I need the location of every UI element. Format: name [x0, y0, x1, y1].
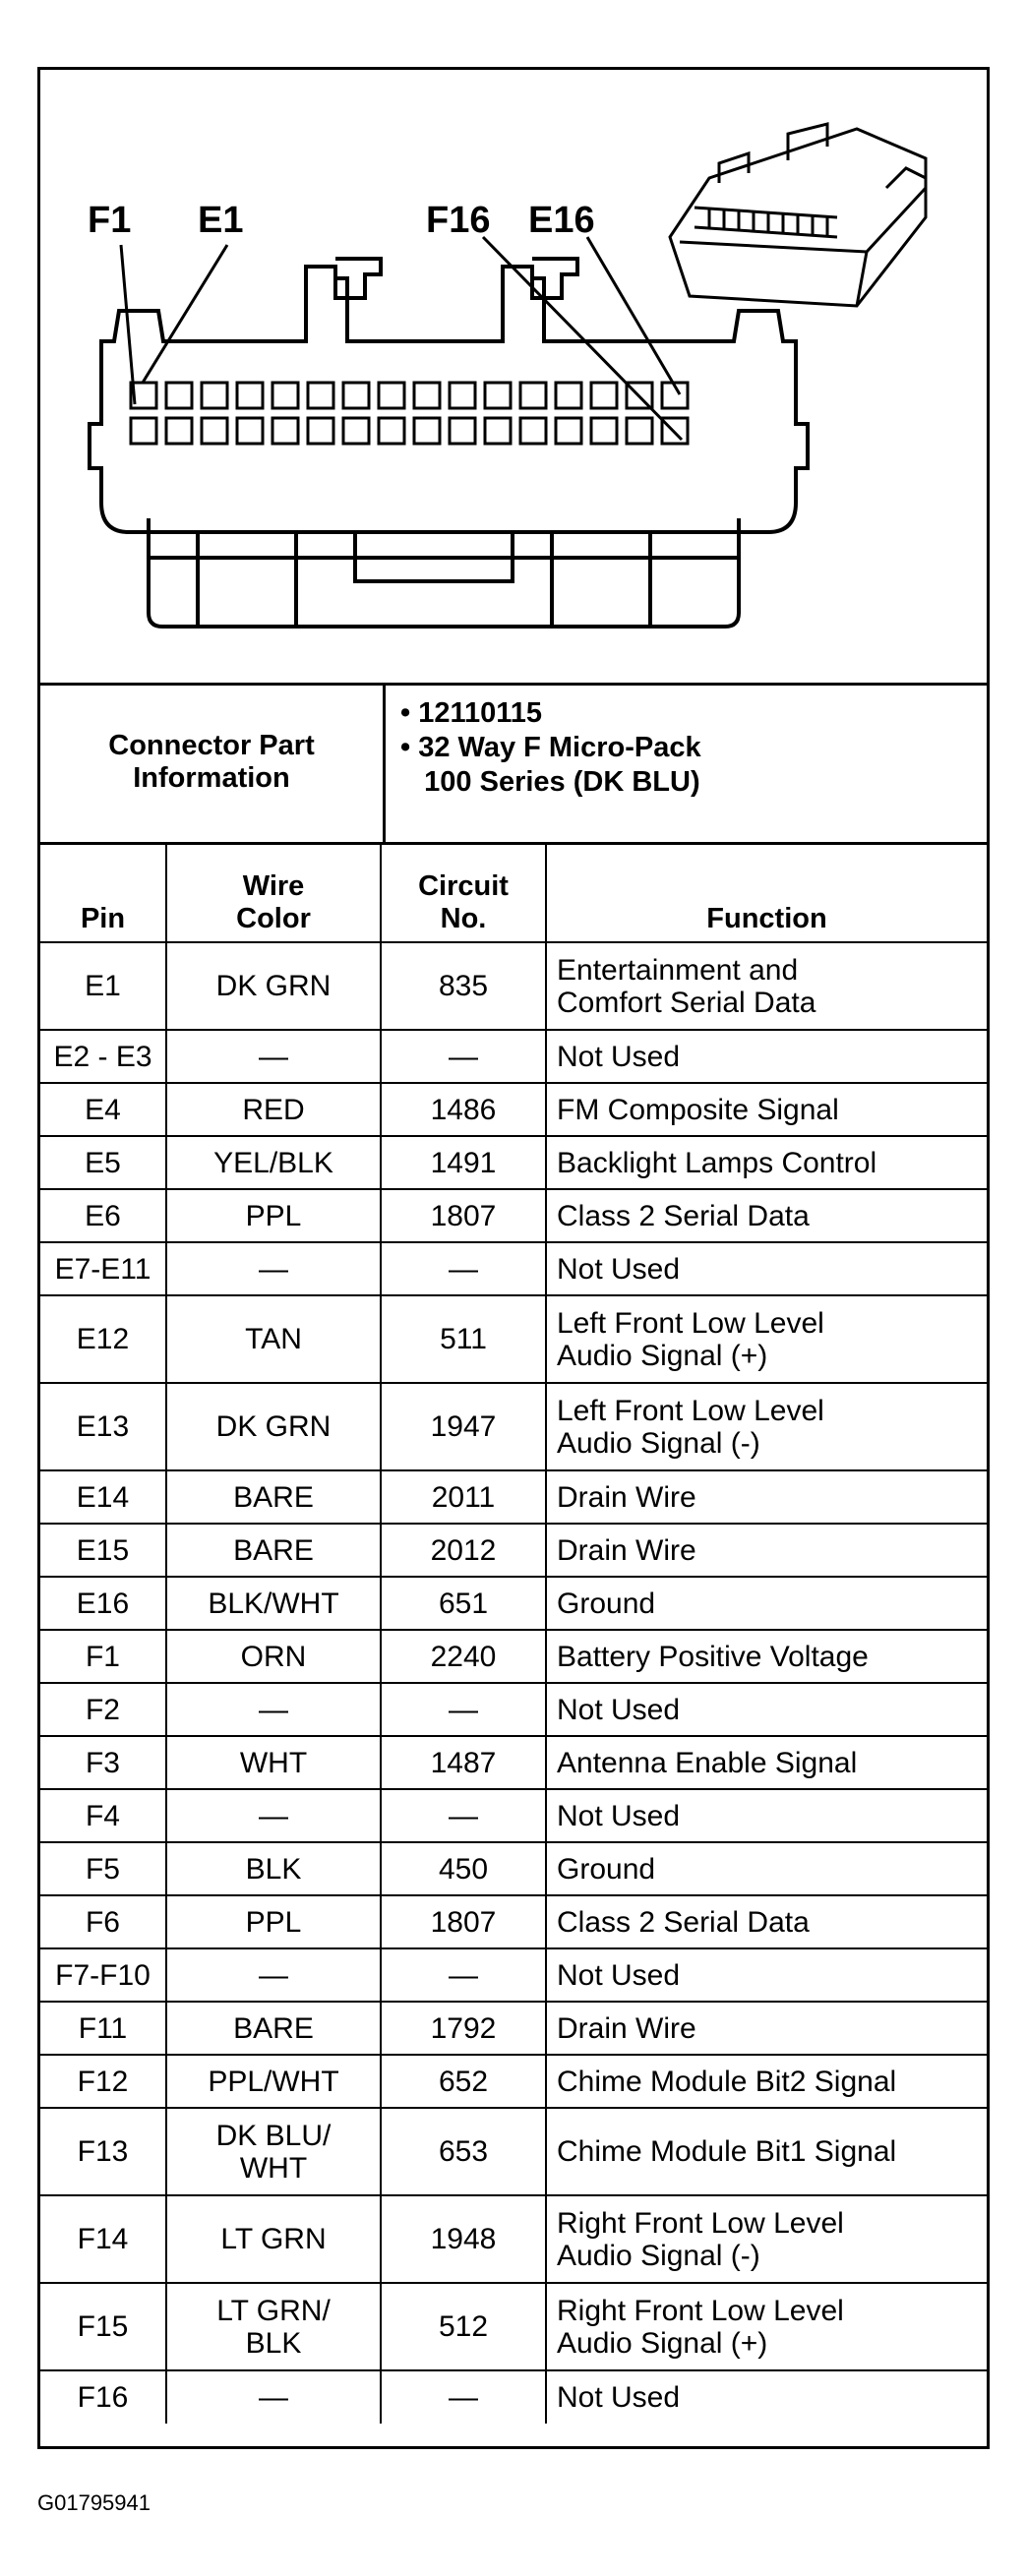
table-row — [40, 2370, 987, 2424]
cell-wire-color: — — [166, 1789, 381, 1842]
connector-drawing — [40, 70, 987, 683]
connector-series: 100 Series (DK BLU) — [400, 766, 700, 798]
cell-pin: F11 — [40, 2002, 166, 2055]
table-row — [40, 1083, 987, 1136]
cell-pin: E2 - E3 — [40, 1030, 166, 1083]
cell-circuit-no: — — [381, 1789, 546, 1842]
table-row — [40, 2108, 987, 2195]
connector-info-heading-line1: Connector Part — [108, 730, 315, 761]
cell-wire-color: BARE — [166, 2002, 381, 2055]
header-pin: Pin — [40, 842, 166, 942]
cell-function: Class 2 Serial Data — [546, 1895, 987, 1948]
pin-row-top — [131, 383, 688, 408]
pinout-table — [40, 842, 987, 2424]
cell-circuit-no: 1487 — [381, 1736, 546, 1789]
cell-function: Drain Wire — [546, 2002, 987, 2055]
pinout-rows — [40, 942, 987, 2424]
connector-part-information — [40, 683, 987, 845]
header-circuit-no: Circuit No. — [381, 842, 546, 942]
table-row — [40, 1736, 987, 1789]
cell-pin: E15 — [40, 1524, 166, 1577]
cell-function: Not Used — [546, 1789, 987, 1842]
table-row — [40, 1789, 987, 1842]
cell-wire-color: PPL — [166, 1189, 381, 1242]
label-f16: F16 — [426, 200, 491, 241]
table-row — [40, 1242, 987, 1295]
cell-function: Backlight Lamps Control — [546, 1136, 987, 1189]
cell-function: Ground — [546, 1577, 987, 1630]
table-row — [40, 2195, 987, 2283]
cell-function: Not Used — [546, 1242, 987, 1295]
table-row — [40, 1136, 987, 1189]
pinout-header-row — [40, 842, 987, 942]
cell-function: Left Front Low Level Audio Signal (+) — [546, 1295, 987, 1383]
cell-circuit-no: — — [381, 1030, 546, 1083]
cell-wire-color: WHT — [166, 1736, 381, 1789]
cell-function: Left Front Low Level Audio Signal (-) — [546, 1383, 987, 1470]
cell-circuit-no: 2011 — [381, 1470, 546, 1524]
cell-wire-color: — — [166, 1948, 381, 2002]
cell-function: Battery Positive Voltage — [546, 1630, 987, 1683]
table-row — [40, 942, 987, 1030]
label-f1: F1 — [88, 200, 132, 241]
table-row — [40, 2283, 987, 2370]
pin-row-bottom — [131, 418, 688, 444]
cell-pin: E6 — [40, 1189, 166, 1242]
cell-wire-color: — — [166, 1683, 381, 1736]
cell-circuit-no: 512 — [381, 2283, 546, 2370]
table-row — [40, 1470, 987, 1524]
connector-info-heading-line2: Information — [133, 762, 290, 794]
table-row — [40, 1295, 987, 1383]
cell-wire-color: LT GRN/ BLK — [166, 2283, 381, 2370]
table-row — [40, 1383, 987, 1470]
cell-pin: F4 — [40, 1789, 166, 1842]
table-row — [40, 1030, 987, 1083]
label-e1: E1 — [198, 200, 244, 241]
cell-pin: E5 — [40, 1136, 166, 1189]
connector-isometric-view — [670, 124, 926, 306]
cell-pin: F15 — [40, 2283, 166, 2370]
connector-info-heading — [40, 683, 386, 842]
table-row — [40, 1842, 987, 1895]
cell-circuit-no: 1792 — [381, 2002, 546, 2055]
cell-wire-color: BARE — [166, 1524, 381, 1577]
cell-circuit-no: 511 — [381, 1295, 546, 1383]
table-row — [40, 1683, 987, 1736]
cell-pin: E4 — [40, 1083, 166, 1136]
cell-pin: F16 — [40, 2370, 166, 2424]
label-e16: E16 — [528, 200, 595, 241]
cell-wire-color: LT GRN — [166, 2195, 381, 2283]
cell-function: Chime Module Bit1 Signal — [546, 2108, 987, 2195]
cell-pin: F13 — [40, 2108, 166, 2195]
cell-function: FM Composite Signal — [546, 1083, 987, 1136]
cell-circuit-no: — — [381, 1242, 546, 1295]
cell-function: Antenna Enable Signal — [546, 1736, 987, 1789]
cell-circuit-no: 1486 — [381, 1083, 546, 1136]
cell-wire-color: — — [166, 1242, 381, 1295]
cell-circuit-no: 835 — [381, 942, 546, 1030]
cell-pin: E12 — [40, 1295, 166, 1383]
cell-pin: F3 — [40, 1736, 166, 1789]
cell-circuit-no: 1948 — [381, 2195, 546, 2283]
cell-pin: F6 — [40, 1895, 166, 1948]
cell-circuit-no: 1947 — [381, 1383, 546, 1470]
table-row — [40, 1895, 987, 1948]
cell-circuit-no: 1807 — [381, 1895, 546, 1948]
cell-circuit-no: — — [381, 1948, 546, 2002]
cell-function: Chime Module Bit2 Signal — [546, 2055, 987, 2108]
cell-function: Right Front Low Level Audio Signal (-) — [546, 2195, 987, 2283]
cell-wire-color: BLK/WHT — [166, 1577, 381, 1630]
cell-pin: E13 — [40, 1383, 166, 1470]
cell-circuit-no: 2012 — [381, 1524, 546, 1577]
cell-wire-color: PPL/WHT — [166, 2055, 381, 2108]
cell-function: Drain Wire — [546, 1470, 987, 1524]
cell-circuit-no: — — [381, 2370, 546, 2424]
header-function: Function — [546, 842, 987, 942]
connector-info-details — [400, 696, 701, 800]
header-wire-color: Wire Color — [166, 842, 381, 942]
table-row — [40, 1524, 987, 1577]
cell-wire-color: — — [166, 1030, 381, 1083]
cell-function: Not Used — [546, 1030, 987, 1083]
cell-circuit-no: 653 — [381, 2108, 546, 2195]
table-row — [40, 2055, 987, 2108]
cell-circuit-no: 651 — [381, 1577, 546, 1630]
connector-diagram — [40, 70, 987, 686]
cell-function: Class 2 Serial Data — [546, 1189, 987, 1242]
cell-circuit-no: — — [381, 1683, 546, 1736]
cell-function: Not Used — [546, 1948, 987, 2002]
connector-part-number: • 12110115 — [400, 697, 543, 729]
cell-wire-color: DK BLU/ WHT — [166, 2108, 381, 2195]
cell-circuit-no: 1491 — [381, 1136, 546, 1189]
cell-function: Right Front Low Level Audio Signal (+) — [546, 2283, 987, 2370]
cell-wire-color: ORN — [166, 1630, 381, 1683]
cell-wire-color: PPL — [166, 1895, 381, 1948]
cell-pin: E1 — [40, 942, 166, 1030]
cell-pin: F12 — [40, 2055, 166, 2108]
cell-wire-color: TAN — [166, 1295, 381, 1383]
cell-pin: E16 — [40, 1577, 166, 1630]
figure-id: G01795941 — [37, 2490, 151, 2515]
cell-wire-color: DK GRN — [166, 942, 381, 1030]
cell-wire-color: BARE — [166, 1470, 381, 1524]
cell-function: Entertainment and Comfort Serial Data — [546, 942, 987, 1030]
cell-wire-color: BLK — [166, 1842, 381, 1895]
connector-sheet — [37, 67, 990, 2449]
cell-circuit-no: 652 — [381, 2055, 546, 2108]
table-row — [40, 1189, 987, 1242]
cell-wire-color: RED — [166, 1083, 381, 1136]
table-row — [40, 1948, 987, 2002]
cell-function: Drain Wire — [546, 1524, 987, 1577]
cell-circuit-no: 2240 — [381, 1630, 546, 1683]
cell-function: Not Used — [546, 2370, 987, 2424]
cell-function: Not Used — [546, 1683, 987, 1736]
table-row — [40, 1577, 987, 1630]
cell-pin: E14 — [40, 1470, 166, 1524]
cell-pin: F5 — [40, 1842, 166, 1895]
cell-circuit-no: 450 — [381, 1842, 546, 1895]
cell-wire-color: — — [166, 2370, 381, 2424]
cell-pin: F2 — [40, 1683, 166, 1736]
cell-wire-color: DK GRN — [166, 1383, 381, 1470]
table-row — [40, 2002, 987, 2055]
cell-pin: F1 — [40, 1630, 166, 1683]
table-row — [40, 1630, 987, 1683]
cell-pin: F14 — [40, 2195, 166, 2283]
cell-circuit-no: 1807 — [381, 1189, 546, 1242]
cell-wire-color: YEL/BLK — [166, 1136, 381, 1189]
cell-function: Ground — [546, 1842, 987, 1895]
cell-pin: E7-E11 — [40, 1242, 166, 1295]
cell-pin: F7-F10 — [40, 1948, 166, 2002]
connector-type: • 32 Way F Micro-Pack — [400, 732, 701, 763]
